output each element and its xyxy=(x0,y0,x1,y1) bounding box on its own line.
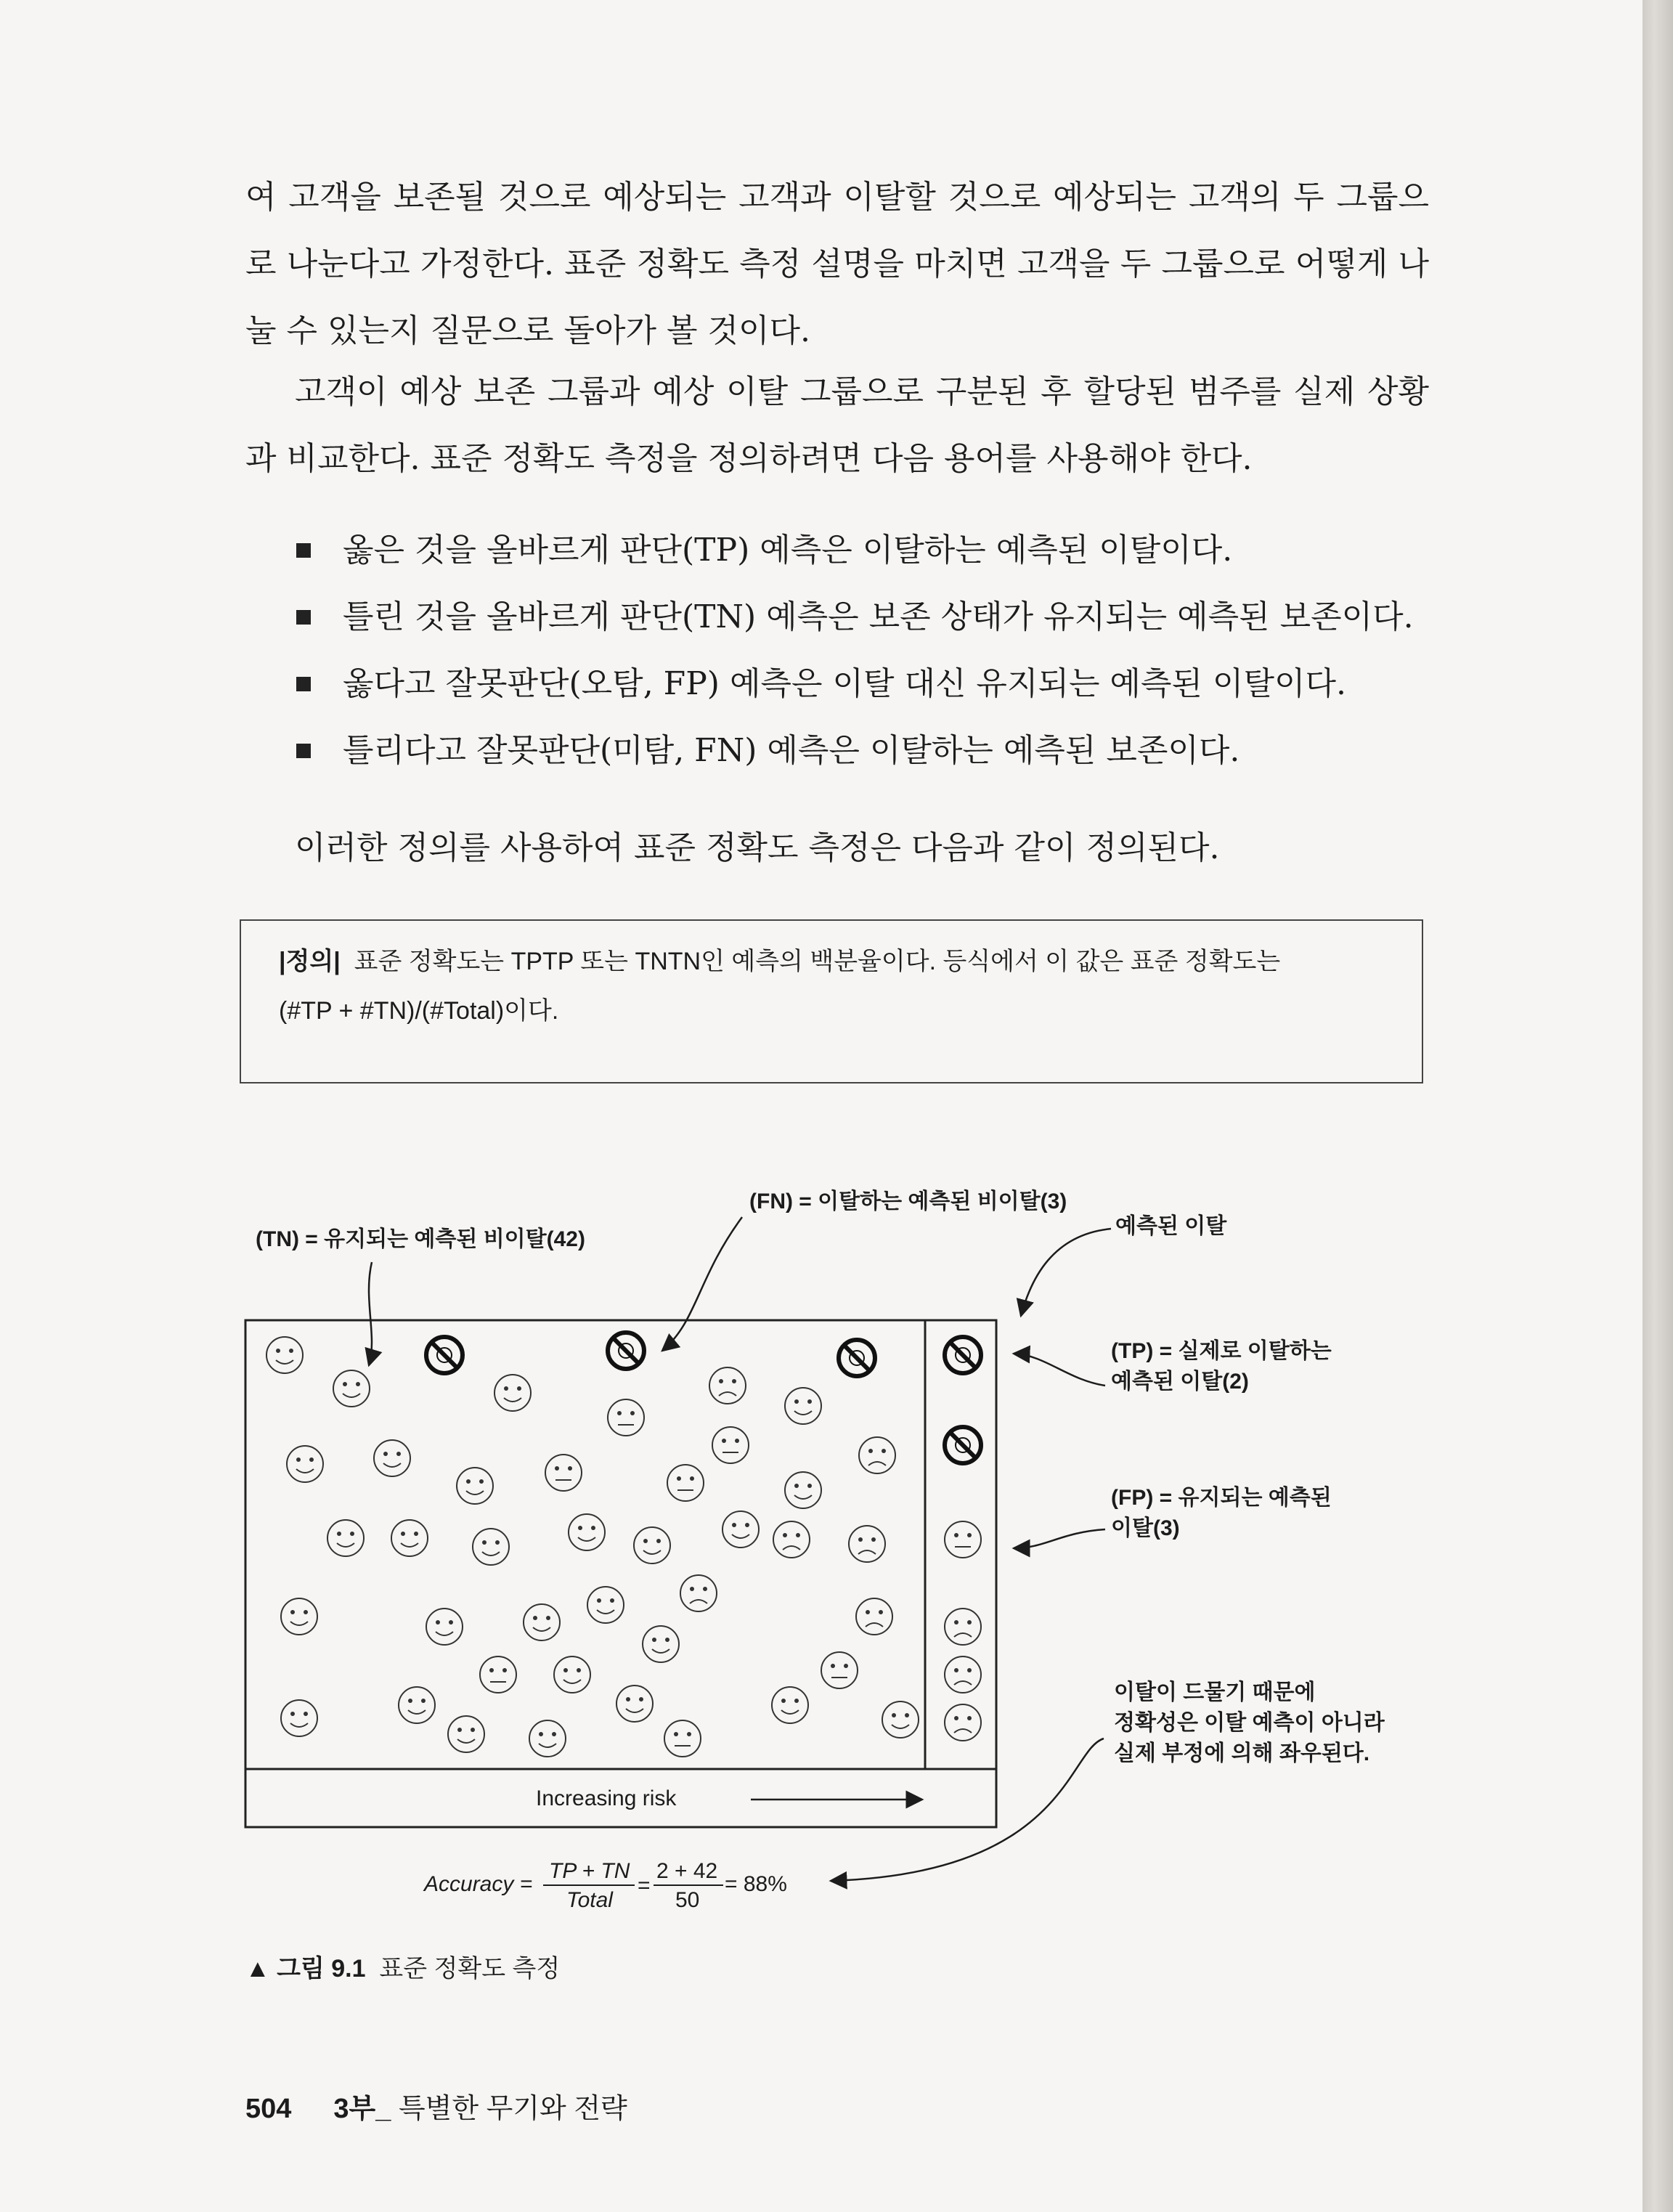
smile-face-icon xyxy=(772,1687,808,1723)
frown-face-icon xyxy=(945,1704,981,1741)
neutral-face-icon xyxy=(608,1399,644,1436)
note-line-2: 정확성은 이탈 예측이 아니라 xyxy=(1114,1711,1385,1735)
smile-face-icon xyxy=(524,1604,560,1640)
formula-result: = 88% xyxy=(725,1872,787,1896)
frown-face-icon xyxy=(859,1437,895,1473)
formula-den-1: Total xyxy=(566,1888,613,1912)
page-edge xyxy=(1643,0,1673,2212)
smile-face-icon xyxy=(616,1686,653,1722)
smile-face-icon xyxy=(473,1529,509,1565)
churned-no-symbol-icon xyxy=(608,1333,644,1369)
neutral-face-icon xyxy=(712,1427,749,1463)
smile-face-icon xyxy=(399,1687,435,1723)
axis-label: Increasing risk xyxy=(536,1786,677,1810)
smile-face-icon xyxy=(634,1527,670,1564)
tn-label: (TN) = 유지되는 예측된 비이탈(42) xyxy=(256,1227,585,1251)
smile-face-icon xyxy=(426,1609,463,1645)
list-item: 옳다고 잘못판단(오탐, FP) 예측은 이탈 대신 유지되는 예측된 이탈이다. xyxy=(296,651,1414,717)
frown-face-icon xyxy=(680,1575,717,1611)
churned-no-symbol-icon xyxy=(426,1337,463,1373)
smile-face-icon xyxy=(266,1337,303,1373)
list-item: 틀린 것을 올바르게 판단(TN) 예측은 보존 상태가 유지되는 예측된 보존이다. xyxy=(296,584,1414,651)
smile-face-icon xyxy=(494,1375,531,1411)
fp-label-line-1: (FP) = 유지되는 예측된 xyxy=(1111,1486,1332,1510)
neutral-face-icon xyxy=(667,1465,704,1501)
note-arrow xyxy=(831,1739,1104,1881)
smile-face-icon xyxy=(529,1720,566,1757)
accuracy-formula xyxy=(423,1859,787,1912)
paragraph-definition-intro: 이러한 정의를 사용하여 표준 정확도 측정은 다음과 같이 정의된다. xyxy=(295,829,1220,866)
neutral-face-icon xyxy=(480,1656,516,1693)
page-footer xyxy=(245,2086,627,2126)
smile-face-icon xyxy=(457,1468,493,1504)
frown-face-icon xyxy=(709,1367,746,1404)
frown-face-icon xyxy=(773,1521,810,1558)
predicted-churn-label: 예측된 이탈 xyxy=(1115,1214,1227,1238)
note-line-1: 이탈이 드물기 때문에 xyxy=(1114,1680,1316,1704)
predicted-churn-arrow xyxy=(1021,1229,1111,1316)
customer-faces xyxy=(266,1333,981,1757)
page-number: 504 xyxy=(245,2094,292,2124)
formula-lhs: Accuracy = xyxy=(424,1872,533,1896)
smile-face-icon xyxy=(643,1626,679,1662)
smile-face-icon xyxy=(281,1598,317,1635)
caption-text: 표준 정확도 측정 xyxy=(379,1955,561,1983)
paragraph-compare: 고객이 예상 보존 그룹과 예상 이탈 그룹으로 구분된 후 할당된 범주를 실제 상황과 비교한다. 표준 정확도 측정을 정의하려면 다음 용어를 사용해야 한다. xyxy=(245,373,1429,477)
caption-marker: ▲ 그림 9.1 xyxy=(245,1955,366,1983)
fn-arrow xyxy=(662,1217,742,1351)
frown-face-icon xyxy=(945,1656,981,1693)
smile-face-icon xyxy=(391,1520,428,1556)
list-item: 틀리다고 잘못판단(미탐, FN) 예측은 이탈하는 예측된 보존이다. xyxy=(296,717,1414,784)
note-line-3: 실제 부정에 의해 좌우된다. xyxy=(1114,1741,1370,1765)
definition-line-1: 표준 정확도는 TPTP 또는 TNTN인 예측의 백분율이다. 등식에서 이 값은 표준 정확도는 xyxy=(354,948,1281,975)
part-label: 3부_ xyxy=(333,2094,391,2124)
smile-face-icon xyxy=(287,1446,323,1482)
formula-eq: = xyxy=(638,1874,651,1898)
smile-face-icon xyxy=(327,1520,364,1556)
smile-face-icon xyxy=(281,1700,317,1736)
figure-caption xyxy=(245,1951,560,1987)
smile-face-icon xyxy=(785,1388,821,1424)
frown-face-icon xyxy=(849,1526,885,1562)
fp-label-line-2: 이탈(3) xyxy=(1111,1516,1180,1540)
frown-face-icon xyxy=(856,1598,892,1635)
book-section-title: 특별한 무기와 전략 xyxy=(398,2094,627,2124)
smile-face-icon xyxy=(587,1587,624,1623)
formula-num-2: 2 + 42 xyxy=(656,1859,718,1883)
formula-num-1: TP + TN xyxy=(549,1859,630,1883)
churned-no-symbol-icon xyxy=(945,1337,981,1373)
prediction-frame xyxy=(245,1320,996,1827)
formula-den-2: 50 xyxy=(675,1888,700,1912)
tp-label-line-1: (TP) = 실제로 이탈하는 xyxy=(1111,1339,1332,1363)
definition-line-2: (#TP + #TN)/(#Total)이다. xyxy=(279,997,559,1025)
smile-face-icon xyxy=(722,1511,759,1548)
tp-label-line-2: 예측된 이탈(2) xyxy=(1111,1370,1249,1394)
smile-face-icon xyxy=(374,1440,410,1476)
callout-arrows xyxy=(369,1217,1111,1881)
fp-arrow xyxy=(1014,1529,1105,1548)
churned-no-symbol-icon xyxy=(839,1340,875,1376)
definition-label: |정의| xyxy=(279,948,341,975)
tn-arrow xyxy=(369,1262,372,1365)
paragraph-intro: 여 고객을 보존될 것으로 예상되는 고객과 이탈할 것으로 예상되는 고객의 두 그룹으로 나눈다고 가정한다. 표준 정확도 측정 설명을 마치면 고객을 두 그룹으로 어떻게 나눌 수 있는지 질문으로 돌아가 볼 것이다. xyxy=(245,179,1429,349)
smile-face-icon xyxy=(448,1716,484,1752)
smile-face-icon xyxy=(785,1472,821,1508)
smile-face-icon xyxy=(882,1701,919,1738)
smile-face-icon xyxy=(333,1370,370,1407)
neutral-face-icon xyxy=(945,1521,981,1558)
neutral-face-icon xyxy=(545,1455,582,1491)
frown-face-icon xyxy=(945,1609,981,1645)
smile-face-icon xyxy=(554,1656,590,1693)
churned-no-symbol-icon xyxy=(945,1427,981,1463)
smile-face-icon xyxy=(569,1514,605,1550)
neutral-face-icon xyxy=(664,1720,701,1757)
neutral-face-icon xyxy=(821,1652,858,1688)
fn-label: (FN) = 이탈하는 예측된 비이탈(3) xyxy=(749,1190,1067,1213)
tp-arrow xyxy=(1014,1354,1105,1386)
list-item: 옳은 것을 올바르게 판단(TP) 예측은 이탈하는 예측된 이탈이다. xyxy=(296,517,1414,584)
